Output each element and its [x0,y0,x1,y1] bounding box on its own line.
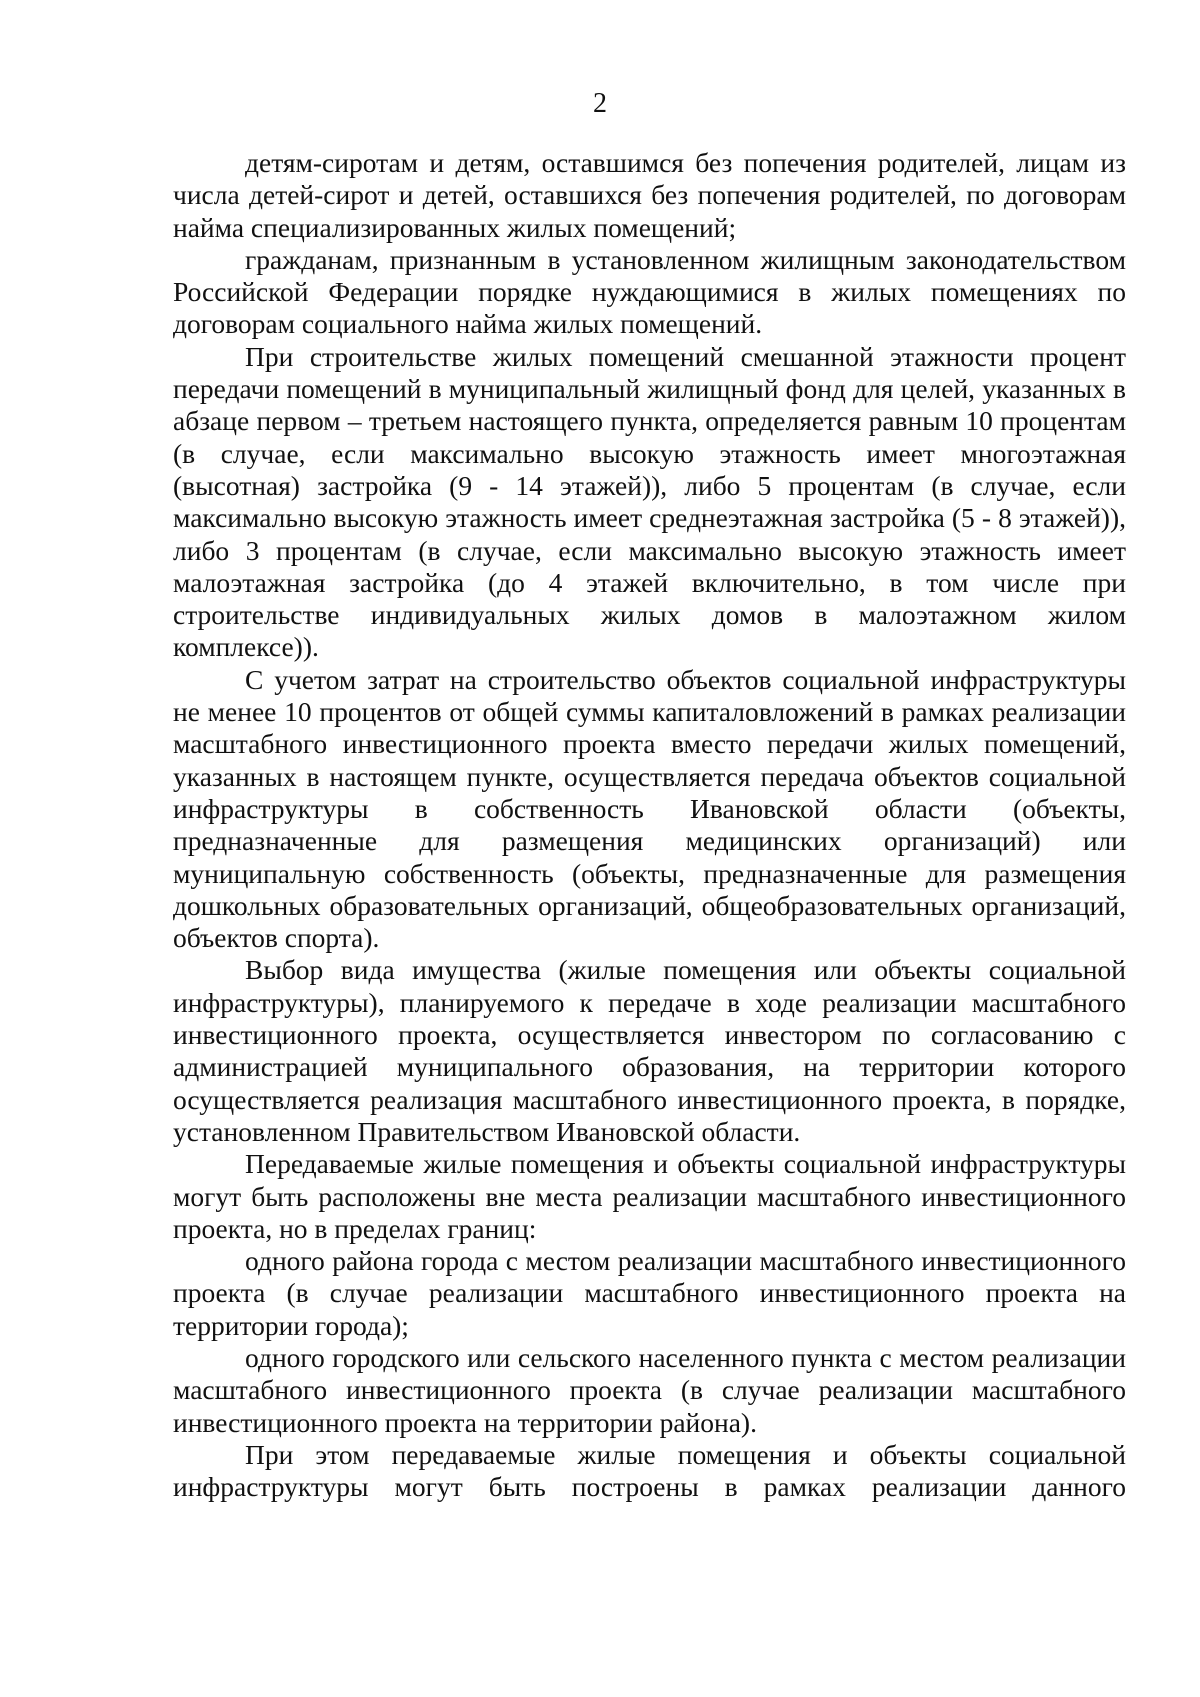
paragraph-city-district: одного района города с местом реализации масштабного инвестиционного проекта (в случае реализации масштабного инвестиционного проекта на территории города); [173,1245,1126,1341]
paragraph-property-choice: Выбор вида имущества (жилые помещения или объекты социальной инфраструктуры), планируемого к передаче в ходе реализации масштабного инвестиционного проекта, осуществляется инвестором по согласованию с администрацией муниципального образования, на территории которого осуществляется реализация масштабного инвестиционного проекта, в порядке, установленном Правительством Ивановской области. [173,954,1126,1147]
paragraph-transfer-location: Передаваемые жилые помещения и объекты социальной инфраструктуры могут быть расположены вне места реализации масштабного инвестиционного проекта, но в пределах границ: [173,1148,1126,1244]
page-number: 2 [593,88,607,119]
paragraph-settlement: одного городского или сельского населенного пункта с местом реализации масштабного инвестиционного проекта (в случае реализации масштабного инвестиционного проекта на территории района). [173,1341,1126,1438]
paragraph-citizens-in-need: гражданам, признанным в установленном жилищным законодательством Российской Федерации порядке нуждающимися в жилых помещениях по договорам социального найма жилых помещений. [173,243,1126,340]
paragraph-orphans-housing: детям-сиротам и детям, оставшимся без попечения родителей, лицам из числа детей-сирот и детей, оставшихся без попечения родителей, по договорам найма специализированных жилых помещений; [173,147,1126,243]
paragraph-social-infrastructure: С учетом затрат на строительство объектов социальной инфраструктуры не менее 10 процентов от общей суммы капиталовложений в рамках реализации масштабного инвестиционного проекта вместо передачи жилых помещений, указанных в настоящем пункте, осуществляется передача объектов социальной инфраструктуры в собственность Ивановской области (объекты, предназначенные для размещения медицинских организаций) или муниципальную собственность (объекты, предназначенные для размещения дошкольных образовательных организаций, общеобразовательных организаций, объектов спорта). [173,663,1126,954]
paragraph-mixed-storey-percent: При строительстве жилых помещений смешанной этажности процент передачи помещений в муниципальный жилищный фонд для целей, указанных в абзаце первом – третьем настоящего пункта, определяется равным 10 процентам (в случае, если максимально высокую этажность имеет многоэтажная (высотная) застройка (9 - 14 этажей)), либо 5 процентам (в случае, если максимально высокую этажность имеет среднеэтажная застройка (5 - 8 этажей)), либо 3 процентам (в случае, если максимально высокую этажность имеет малоэтажная застройка (до 4 этажей включительно, в том числе при строительстве индивидуальных жилых домов в малоэтажном жилом комплексе)). [173,340,1126,663]
paragraph-built-within-project: При этом передаваемые жилые помещения и объекты социальной инфраструктуры могут быть построены в рамках реализации данного [173,1438,1126,1503]
document-body [173,147,1126,1503]
